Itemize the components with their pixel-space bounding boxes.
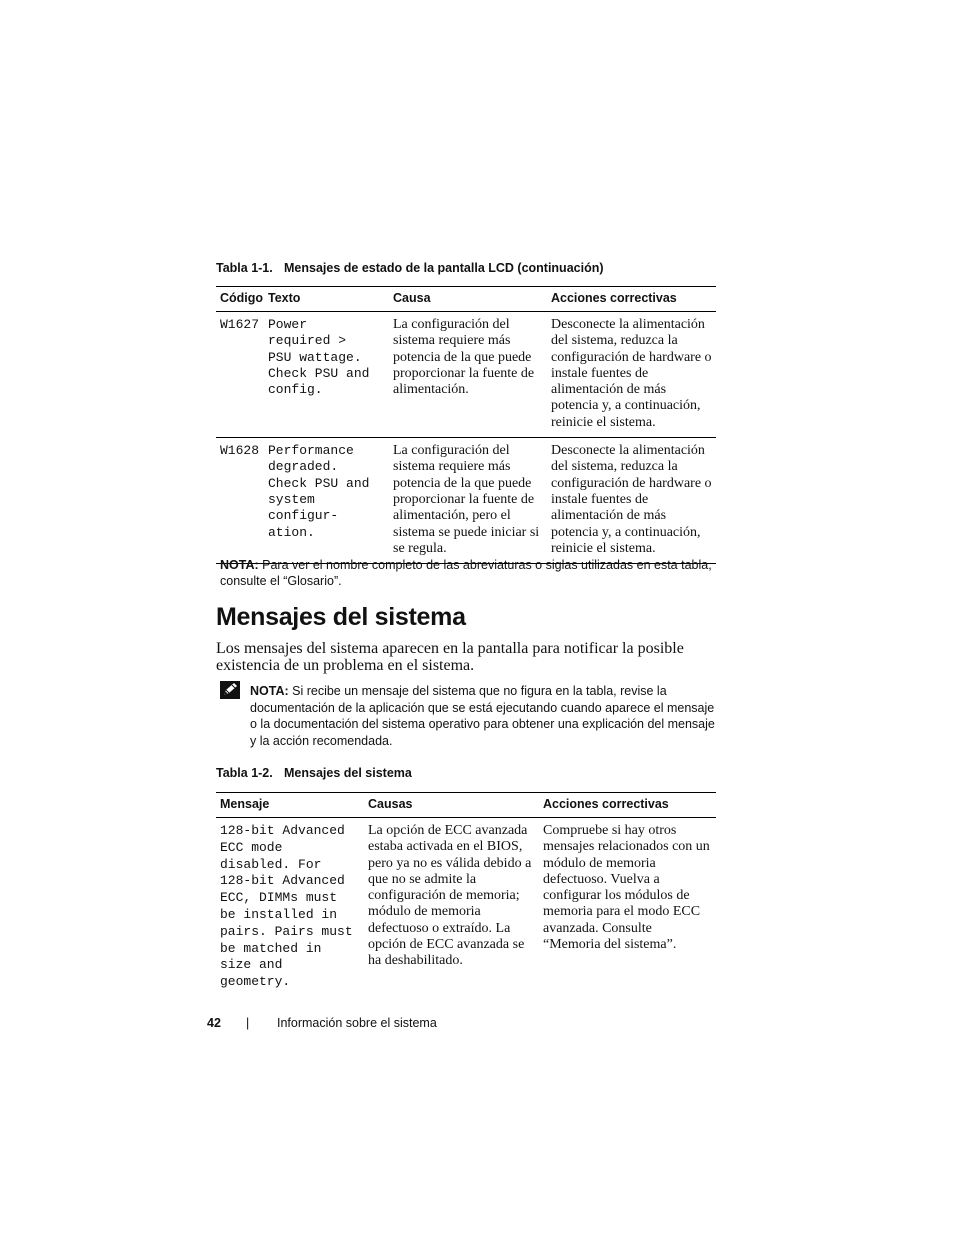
table1 xyxy=(216,286,716,564)
table1-note-text: Para ver el nombre completo de las abreviaturas o siglas utilizadas en esta tabla, consulte el “Glosario”. xyxy=(220,558,712,588)
table2-header-row xyxy=(216,793,716,818)
table1-actions-cell: Desconecte la alimentación del sistema, reduzca la configuración de hardware o instale fuentes de alimentación de más potencia y, a continuación, reinicie el sistema. xyxy=(547,312,716,438)
section-title: Mensajes del sistema xyxy=(216,603,466,631)
table1-text-cell: Power required > PSU wattage. Check PSU and config. xyxy=(264,312,389,438)
table1-header-row xyxy=(216,287,716,312)
table1-cause-cell: La configuración del sistema requiere más potencia de la que puede proporcionar la fuente de alimentación. xyxy=(389,312,547,438)
pencil-note-icon xyxy=(220,681,240,699)
table1-header-code: Código xyxy=(216,287,264,312)
section-note-text: Si recibe un mensaje del sistema que no figura en la tabla, revise la documentación de la aplicación que se está ejecutando cuando aparece el mensaje o la documentación del sistema operativo para obtener una explicación del mensaje y la acción recomendada. xyxy=(250,684,715,748)
table-row xyxy=(216,438,716,564)
table1-caption xyxy=(216,261,604,275)
section-intro: Los mensajes del sistema aparecen en la pantalla para notificar la posible existencia de un problema en el sistema. xyxy=(216,640,684,674)
table2-message-cell: 128-bit Advanced ECC mode disabled. For 128-bit Advanced ECC, DIMMs must be installed in pairs. Pairs must be matched in size and geometry. xyxy=(220,823,353,990)
table1-text-cell: Performance degraded. Check PSU and system configur- ation. xyxy=(264,438,389,564)
table1-note xyxy=(220,557,715,589)
section-note-label: NOTA: xyxy=(250,684,289,698)
table2-causes-cell: La opción de ECC avanzada estaba activada en el BIOS, pero ya no es válida debido a que no se admite la configuración de memoria; módulo de memoria defectuoso o extraído. La opción de ECC avanzada se ha deshabilitado. xyxy=(368,823,532,969)
table2-caption-number: Tabla 1-2. xyxy=(216,766,273,780)
table2-caption-title: Mensajes del sistema xyxy=(284,766,412,780)
table1-caption-number: Tabla 1-1. xyxy=(216,261,273,275)
section-note xyxy=(250,683,715,749)
table-row xyxy=(216,818,716,997)
table1-header-text: Texto xyxy=(264,287,389,312)
table2-caption xyxy=(216,766,412,780)
table-row xyxy=(216,312,716,438)
table1-header-actions: Acciones correctivas xyxy=(547,287,716,312)
footer-separator: | xyxy=(246,1016,250,1030)
table1-caption-title: Mensajes de estado de la pantalla LCD (continuación) xyxy=(284,261,604,275)
table1-cause-cell: La configuración del sistema requiere más potencia de la que puede proporcionar la fuente de alimentación, pero el sistema se puede iniciar si se regula. xyxy=(389,438,547,564)
table2-header-actions: Acciones correctivas xyxy=(539,793,716,818)
table1-header-cause: Causa xyxy=(389,287,547,312)
table1-note-label: NOTA: xyxy=(220,558,259,572)
table1-code-cell: W1627 xyxy=(216,312,264,438)
table2-header-message: Mensaje xyxy=(216,793,364,818)
table2 xyxy=(216,792,716,997)
table2-actions-cell: Compruebe si hay otros mensajes relacionados con un módulo de memoria defectuoso. Vuelva a configurar los módulos de memoria para el modo ECC avanzada. Consulte “Memoria del sistema”. xyxy=(543,823,710,953)
page-number: 42 xyxy=(207,1016,221,1030)
table2-header-causes: Causas xyxy=(364,793,539,818)
table1-actions-cell: Desconecte la alimentación del sistema, reduzca la configuración de hardware o instale fuentes de alimentación de más potencia y, a continuación, reinicie el sistema. xyxy=(547,438,716,564)
table1-code-cell: W1628 xyxy=(216,438,264,564)
footer-title: Información sobre el sistema xyxy=(277,1016,437,1030)
